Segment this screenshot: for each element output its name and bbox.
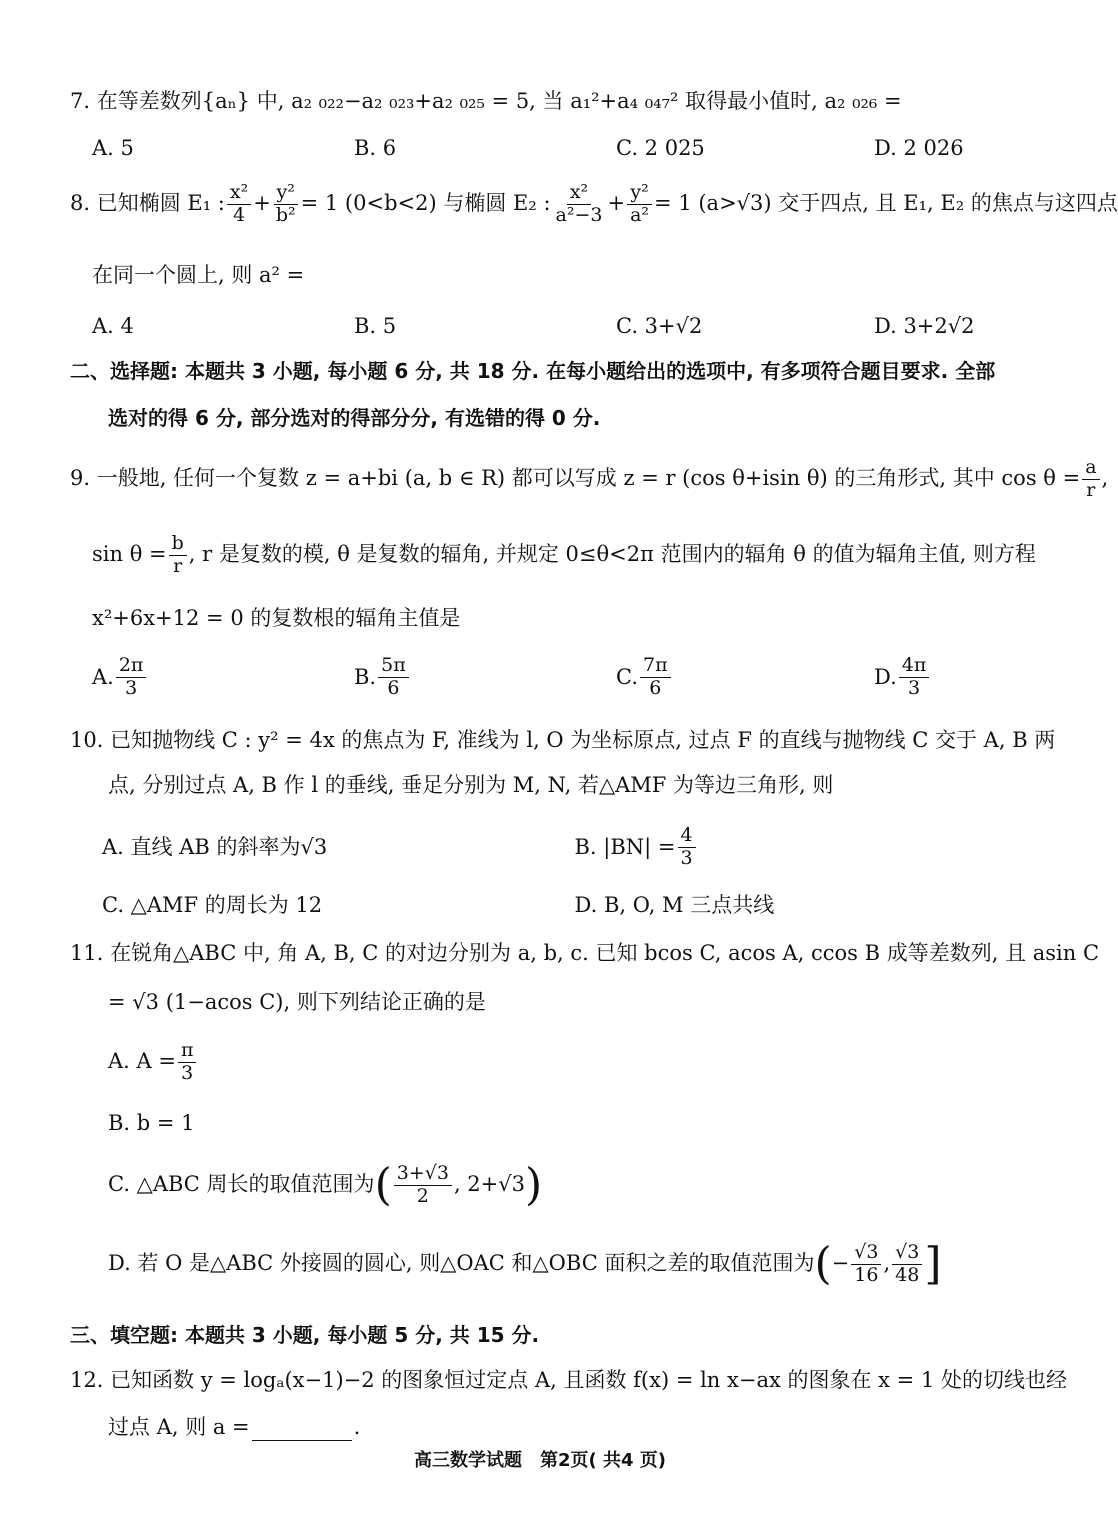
q11-oa-num: π <box>178 1040 197 1063</box>
q11-option-d-fraction-2 <box>892 1242 922 1287</box>
q8-fraction-2 <box>273 182 299 227</box>
q9-f2-num: b <box>169 533 187 556</box>
q8-option-d[interactable]: D. 3+2√2 <box>874 314 975 338</box>
q7-option-b[interactable]: B. 6 <box>354 136 397 160</box>
q9-od-num: 4π <box>899 655 930 678</box>
q10-option-c[interactable]: C. △AMF 的周长为 12 <box>102 893 323 917</box>
question-9-stem <box>70 456 1109 502</box>
q9-option-d-fraction <box>899 655 930 700</box>
q8-text-a: 8. 已知椭圆 E₁ : <box>70 190 225 215</box>
q7-option-a[interactable]: A. 5 <box>92 136 134 160</box>
question-12-stem: 12. 已知函数 y = logₐ(x−1)−2 的图象恒过定点 A, 且函数 f(x) = ln x−ax 的图象在 x = 1 处的切线也经 <box>70 1368 1067 1392</box>
q11-od-num-1: √3 <box>851 1242 881 1265</box>
q9-option-c-label: C. <box>616 664 638 689</box>
q11-option-d[interactable] <box>70 1238 1053 1290</box>
q8-f4-num: y² <box>627 182 651 205</box>
q8-option-c[interactable]: C. 3+√2 <box>616 314 703 338</box>
q11-option-d-minus: − <box>831 1250 850 1275</box>
q9-option-a-label: A. <box>92 664 114 689</box>
question-7-options <box>70 135 1037 162</box>
q9-oc-den: 6 <box>649 676 662 699</box>
q7-expr: aₙ} 中, a₂ ₀₂₂−a₂ ₀₂₃+a₂ ₀₂₅ = 5, 当 a₁²+a₄ ₀₄₇² 取得最小值时, a₂ ₀₂₆ = <box>215 89 902 113</box>
q11-line-2: = √3 (1−acos C), 则下列结论正确的是 <box>108 990 486 1014</box>
q8-f1-num: x² <box>227 182 251 205</box>
q10-option-b-label: B. |BN| = <box>574 834 676 859</box>
q7-option-c[interactable]: C. 2 025 <box>616 136 705 160</box>
question-10-options-row-1 <box>70 825 1047 870</box>
question-11-stem: 11. 在锐角△ABC 中, 角 A, B, C 的对边分别为 a, b, c. 已知 bcos C, acos A, ccos B 成等差数列, 且 asin C <box>70 941 1100 965</box>
q9-option-b-fraction <box>378 655 409 700</box>
q11-option-c-right-paren: ) <box>525 1159 543 1211</box>
q11-option-d-comma: , <box>883 1250 891 1275</box>
q7-prefix: 7. 在等差数列{ <box>70 89 216 113</box>
q9-option-c-fraction <box>640 655 671 700</box>
q9-ob-num: 5π <box>378 655 409 678</box>
q9-f1-num: a <box>1082 457 1099 480</box>
q8-f1-den: 4 <box>233 203 246 226</box>
q11-option-a-label: A. A = <box>108 1048 176 1073</box>
q12-text-2a: 过点 A, 则 a = <box>108 1415 250 1439</box>
question-10-stem: 10. 已知抛物线 C : y² = 4x 的焦点为 F, 准线为 l, O 为坐标原点, 过点 F 的直线与抛物线 C 交于 A, B 两 <box>70 728 1056 752</box>
q8-f2-den: b² <box>275 203 296 226</box>
q8-fraction-1 <box>227 182 251 227</box>
q10-line-2: 点, 分别过点 A, B 作 l 的垂线, 垂足分别为 M, N, 若△AMF 为等边三角形, 则 <box>108 773 834 797</box>
q10-option-b-fraction <box>678 825 696 870</box>
q9-option-d[interactable] <box>874 655 931 700</box>
q12-text-2b: . <box>353 1415 361 1439</box>
question-7-stem <box>70 88 1015 115</box>
q8-f2-num: y² <box>274 182 298 205</box>
q9-option-b[interactable] <box>354 655 616 700</box>
q8-f4-den: a² <box>630 203 650 226</box>
q7-option-d[interactable]: D. 2 026 <box>874 136 964 160</box>
q9-option-d-label: D. <box>874 664 897 689</box>
q9-ob-den: 6 <box>387 676 400 699</box>
q9-option-a[interactable] <box>92 655 354 700</box>
q11-option-d-left-paren: ( <box>814 1238 832 1290</box>
question-10-options-row-2 <box>70 892 1047 919</box>
q11-option-d-fraction-1 <box>851 1242 881 1287</box>
q9-oc-num: 7π <box>640 655 671 678</box>
q11-od-den-2: 48 <box>895 1263 920 1286</box>
q9-option-a-fraction <box>116 655 147 700</box>
q9-f2-den: r <box>173 554 183 577</box>
page-footer: 高三数学试题 第2页( 共4 页) <box>413 1450 667 1471</box>
q8-f3-den: a²−3 <box>555 203 603 226</box>
q11-oc-den: 2 <box>416 1184 429 1207</box>
q11-option-c-rest: , 2+√3 <box>453 1171 526 1196</box>
q8-plus-2: + <box>607 190 626 215</box>
question-8-options <box>70 313 1037 340</box>
q9-text-1-end: , <box>1101 465 1109 490</box>
q9-line-2 <box>70 533 1037 578</box>
question-9-options <box>70 655 1037 700</box>
answer-blank[interactable] <box>252 1440 352 1441</box>
q11-option-c-label: C. △ABC 周长的取值范围为 <box>108 1171 375 1196</box>
q9-option-b-label: B. <box>354 664 377 689</box>
q10-ob-den: 3 <box>680 846 693 869</box>
q8-option-b[interactable]: B. 5 <box>354 314 397 338</box>
q11-option-a-fraction <box>178 1040 197 1085</box>
q11-option-d-right-bracket: ] <box>924 1238 942 1290</box>
q8-text-b: = 1 (0<b<2) 与椭圆 E₂ : <box>300 190 551 215</box>
q10-option-a[interactable]: A. 直线 AB 的斜率为√3 <box>102 834 328 859</box>
question-8-stem <box>70 181 1118 227</box>
q11-od-num-2: √3 <box>892 1242 922 1265</box>
q11-option-c-fraction <box>394 1163 452 1208</box>
section-3-heading: 三、填空题: 本题共 3 小题, 每小题 5 分, 共 15 分. <box>70 1323 540 1347</box>
section-2-heading: 二、选择题: 本题共 3 小题, 每小题 6 分, 共 18 分. 在每小题给出的选项中, 有多项符合题目要求. 全部 <box>70 359 996 383</box>
q11-option-c-left-paren: ( <box>374 1159 392 1211</box>
q9-fraction-b-r <box>169 533 187 578</box>
q11-option-d-label: D. 若 O 是△ABC 外接圆的圆心, 则△OAC 和△OBC 面积之差的取值范围为 <box>108 1250 815 1275</box>
q9-oa-den: 3 <box>125 676 138 699</box>
q9-f1-den: r <box>1086 478 1096 501</box>
q11-oc-num: 3+√3 <box>394 1163 452 1186</box>
q9-text-2b: , r 是复数的模, θ 是复数的辐角, 并规定 0≤θ<2π 范围内的辐角 θ 的值为辐角主值, 则方程 <box>188 541 1036 566</box>
q8-line-2: 在同一个圆上, 则 a² = <box>92 263 305 287</box>
q8-f3-num: x² <box>567 182 591 205</box>
q9-line-3: x²+6x+12 = 0 的复数根的辐角主值是 <box>92 606 461 630</box>
q11-option-c[interactable] <box>70 1159 1053 1211</box>
q10-option-b[interactable] <box>575 825 1048 870</box>
q9-text-2a: sin θ = <box>92 541 167 566</box>
q11-od-den-1: 16 <box>854 1263 879 1286</box>
q9-option-c[interactable] <box>616 655 874 700</box>
q9-text-1: 9. 一般地, 任何一个复数 z = a+bi (a, b ∈ R) 都可以写成 z = r (cos θ+isin θ) 的三角形式, 其中 cos θ = <box>70 465 1081 490</box>
q8-fraction-4 <box>627 182 652 227</box>
q11-option-a[interactable] <box>70 1040 1053 1085</box>
q9-fraction-a-r <box>1082 457 1099 502</box>
q11-oa-den: 3 <box>181 1061 194 1084</box>
q8-text-c: = 1 (a>√3) 交于四点, 且 E₁, E₂ 的焦点与这四点 <box>654 190 1118 215</box>
q10-ob-num: 4 <box>678 825 696 848</box>
q10-option-d[interactable]: D. B, O, M 三点共线 <box>574 893 775 917</box>
q11-option-b[interactable]: B. b = 1 <box>108 1111 195 1135</box>
q9-oa-num: 2π <box>116 655 147 678</box>
q8-option-a[interactable]: A. 4 <box>92 314 134 338</box>
q9-od-den: 3 <box>908 676 921 699</box>
q8-fraction-3 <box>553 182 606 227</box>
q8-plus-1: + <box>253 190 271 215</box>
section-2-heading-line-2: 选对的得 6 分, 部分选对的得部分分, 有选错的得 0 分. <box>108 406 601 430</box>
q12-line-2 <box>70 1414 1053 1441</box>
